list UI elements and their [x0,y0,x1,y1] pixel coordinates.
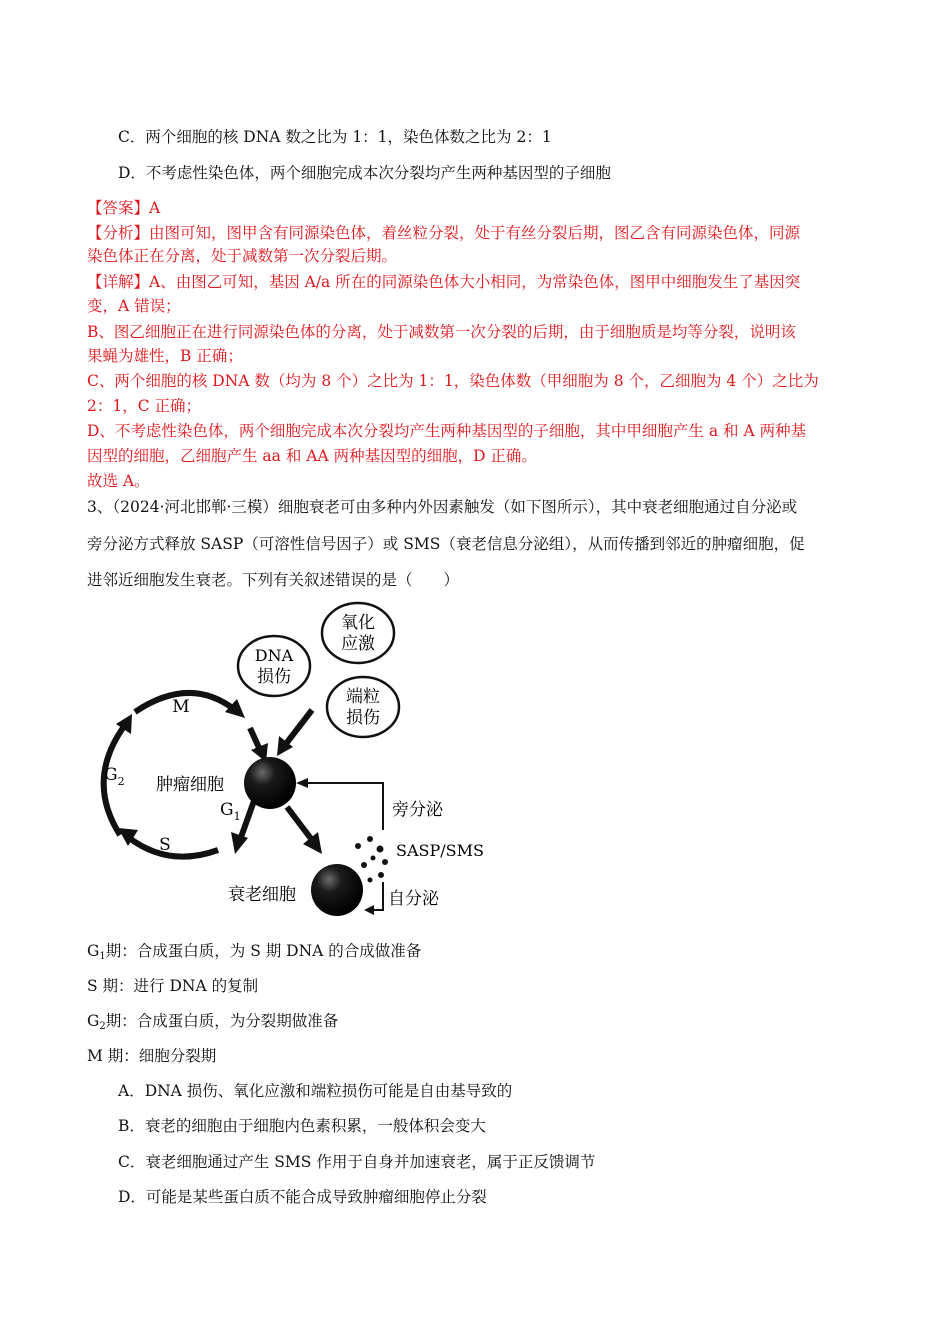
detail-c-line-2: 2：1，C 正确； [87,397,202,415]
analysis-line-2: 染色体正在分离，处于减数第一次分裂后期。 [87,247,398,265]
question-3-stem-3: 进邻近细胞发生衰老。下列有关叙述错误的是（ ） [87,571,460,589]
detail-c-line-1: C、两个细胞的核 DNA 数（均为 8 个）之比为 1：1，染色体数（甲细胞为 8 个，乙细胞为 4 个）之比为 [87,372,819,390]
conclusion: 故选 A。 [87,472,150,490]
g1-phase-label: $G_1$ [220,800,241,823]
autocrine-arrowhead [364,905,374,915]
option-c: C．衰老细胞通过产生 SMS 作用于自身并加速衰老，属于正反馈调节 [118,1153,596,1171]
s-note: S 期：进行 DNA 的复制 [87,977,259,995]
dna-damage-bubble [238,636,310,696]
s-phase-arrow [128,837,218,857]
senescence-arrow [287,807,312,840]
detail-b-line-2: 果蝇为雄性，B 正确； [87,347,243,365]
analysis-line-1: 【分析】由图可知，图甲含有同源染色体，着丝粒分裂，处于有丝分裂后期，图乙含有同源染色体，同源 [87,224,801,242]
telomere-damage-label-2: 损伤 [346,708,380,728]
paracrine-arrowhead [296,778,308,788]
sasp-sms-label: SASP/SMS [396,841,484,860]
option-c-prev: C．两个细胞的核 DNA 数之比为 1：1，染色体数之比为 2：1 [118,128,552,146]
detail-d-line-1: D、不考虑性染色体，两个细胞完成本次分裂均产生两种基因型的子细胞，其中甲细胞产生 a 和 A 两种基 [87,422,807,440]
option-a: A．DNA 损伤、氧化应激和端粒损伤可能是自由基导致的 [118,1082,513,1100]
g1-phase-line [240,798,255,840]
tumor-cell [244,757,296,809]
dna-damage-label-1: DNA [254,646,294,665]
sasp-sms-particles [355,836,388,883]
autocrine-arrow [370,882,383,910]
detail-b-line-1: B、图乙细胞正在进行同源染色体的分离，处于减数第一次分裂的后期，由于细胞质是均等分裂，说明该 [87,323,796,341]
s-phase-label: S [159,835,171,855]
m-phase-label: M [172,697,190,717]
senescent-cell [311,864,363,916]
detail-line-2: 变，A 错误； [87,297,181,315]
oxidative-stress-label-2: 应激 [341,634,375,654]
autocrine-label: 自分泌 [388,889,439,909]
m-note: M 期：细胞分裂期 [87,1047,217,1065]
option-d: D．可能是某些蛋白质不能合成导致肿瘤细胞停止分裂 [118,1188,487,1206]
tumor-cell-label: 肿瘤细胞 [156,775,224,795]
senescent-cell-label: 衰老细胞 [228,885,296,905]
dna-damage-label-2: 损伤 [257,667,291,687]
telomere-damage-bubble [327,677,399,737]
detail-d-line-2: 因型的细胞，乙细胞产生 aa 和 AA 两种基因型的细胞，D 正确。 [87,447,537,465]
cell-senescence-diagram [80,600,510,930]
g1-arrowhead [231,832,248,854]
paracrine-arrow [302,783,383,830]
g1-note: $G_1$期：合成蛋白质，为 S 期 DNA 的合成做准备 [87,942,422,962]
question-3-stem-2: 旁分泌方式释放 SASP（可溶性信号因子）或 SMS（衰老信息分泌组），从而传播到邻近的肿瘤细胞，促 [87,535,805,553]
option-b: B．衰老的细胞由于细胞内色素积累，一般体积会变大 [118,1117,486,1135]
g2-phase-label: $G_2$ [104,765,125,788]
detail-line-1: 【详解】A、由图乙可知，基因 A/a 所在的同源染色体大小相同，为常染色体，图甲中细胞发生了基因突 [87,273,801,291]
telomere-arrow [285,710,312,745]
telomere-damage-label-1: 端粒 [346,687,380,707]
oxidative-stress-bubble [322,603,394,663]
paracrine-label: 旁分泌 [392,800,443,820]
dna-damage-arrow [250,728,260,750]
option-d-prev: D．不考虑性染色体，两个细胞完成本次分裂均产生两种基因型的子细胞 [118,164,611,182]
oxidative-stress-label-1: 氧化 [341,613,375,633]
g2-note: $G_2$期：合成蛋白质，为分裂期做准备 [87,1012,339,1032]
answer-label: 【答案】A [87,199,161,217]
question-3-stem-1: 3、（2024·河北邯郸·三模）细胞衰老可由多种内外因素触发（如下图所示），其中衰老细胞通过自分泌或 [87,498,798,516]
